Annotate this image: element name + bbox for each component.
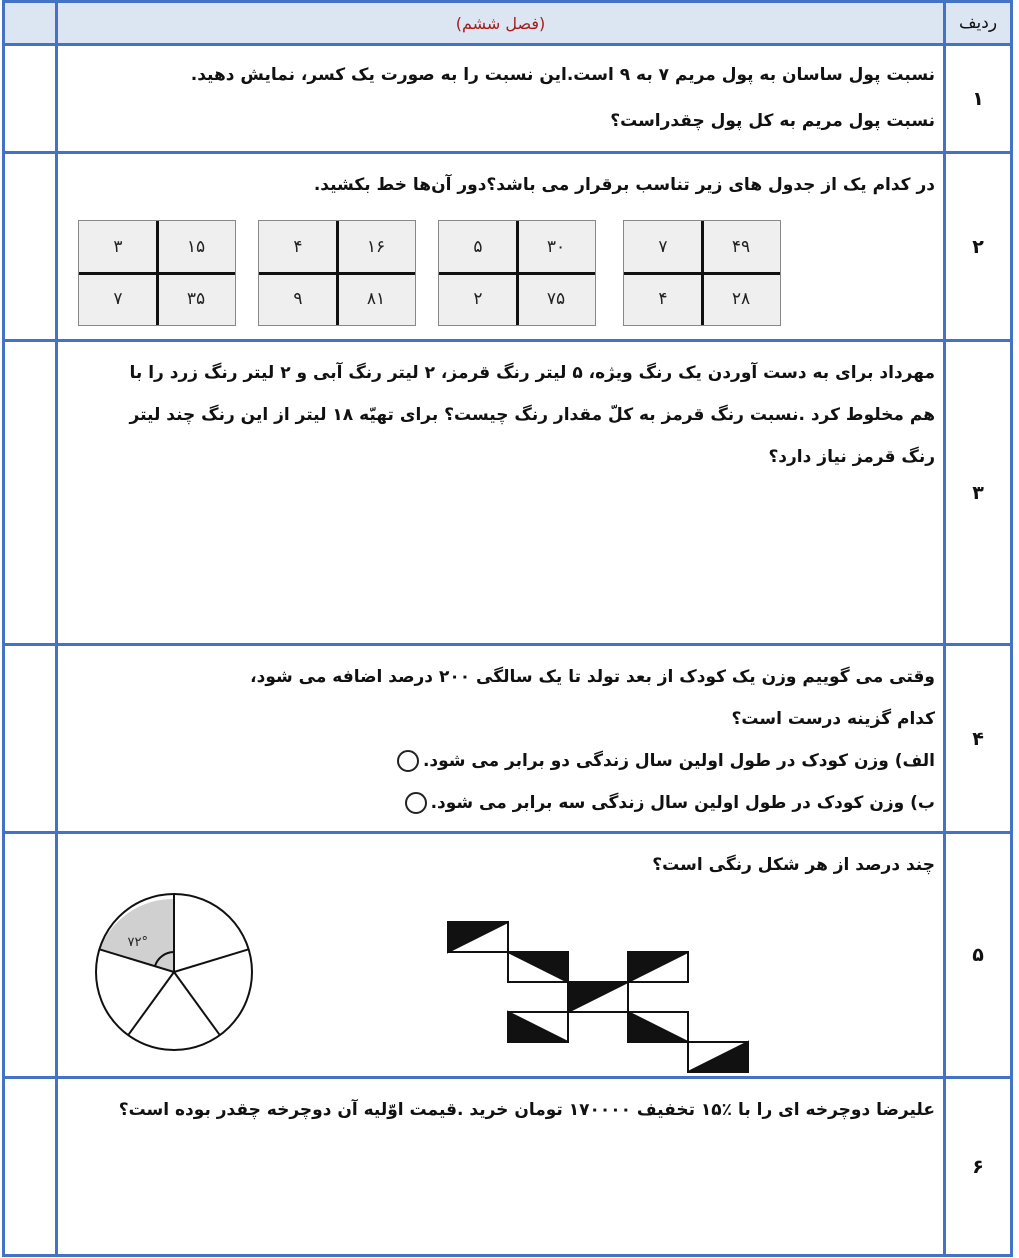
question-text: در کدام یک از جدول های زیر تناسب برقرار می باشد؟دور آن‌ها خط بکشید.	[313, 175, 935, 195]
figures	[58, 886, 943, 1076]
table-cell: ۳	[113, 237, 123, 257]
table-cell: ۳۵	[186, 289, 206, 309]
proportion-tables	[58, 206, 943, 326]
question-row-1	[4, 45, 1012, 153]
question-text: چند درصد از هر شکل رنگی است؟	[652, 855, 935, 875]
shapes-figure	[58, 886, 938, 1076]
question-text: کدام گزینه درست است؟	[731, 709, 935, 729]
option-a-circle[interactable]	[397, 750, 419, 772]
header-row	[4, 2, 1012, 45]
table-cell: ۸۱	[366, 289, 386, 309]
question-text: نسبت پول مریم به کل پول چقدراست؟	[610, 111, 935, 131]
proportion-table[interactable]	[438, 220, 596, 326]
proportion-table[interactable]	[258, 220, 416, 326]
question-row-3	[4, 341, 1012, 645]
score-cell	[4, 645, 57, 833]
option-b-text: ب) وزن کودک در طول اولین سال زندگی سه برابر می شود.	[430, 793, 935, 813]
exam-table	[2, 0, 1013, 1257]
table-cell: ۱۶	[366, 237, 386, 257]
score-cell	[4, 45, 57, 153]
table-cell: ۱۵	[186, 237, 206, 257]
table-cell: ۳۰	[546, 237, 566, 257]
question-number: ۱	[945, 45, 1012, 153]
chapter-title: (فصل ششم)	[57, 2, 945, 45]
table-cell: ۴	[293, 237, 303, 257]
question-text: وقتی می گوییم وزن یک کودک از بعد تولد تا یک سالگی ۲۰۰ درصد اضافه می شود،	[250, 667, 935, 687]
proportion-table[interactable]	[78, 220, 236, 326]
option-b-circle[interactable]	[405, 792, 427, 814]
table-cell: ۲	[473, 289, 483, 309]
question-text: مهرداد برای به دست آوردن یک رنگ ویژه، ۵ لیتر رنگ قرمز، ۲ لیتر رنگ آبی و ۲ لیتر رنگ زرد را با	[129, 363, 935, 383]
table-cell: ۷	[113, 289, 123, 309]
table-cell: ۷	[658, 237, 668, 257]
score-cell	[4, 1078, 57, 1256]
question-text: رنگ قرمز نیاز دارد؟	[768, 447, 935, 467]
table-cell: ۵	[473, 237, 483, 257]
row-label-header: ردیف	[945, 2, 1012, 45]
angle-label: ۷۲°	[127, 935, 148, 950]
question-text: هم مخلوط کرد .نسبت رنگ قرمز به کلّ مقدار رنگ چیست؟ برای تهیّه ۱۸ لیتر از این رنگ چند لیتر	[129, 405, 935, 425]
table-cell: ۲۸	[731, 289, 751, 309]
question-number: ۲	[945, 153, 1012, 341]
question-text: علیرضا دوچرخه ای را با ٪۱۵ تخفیف ۱۷۰۰۰۰ تومان خرید .قیمت اوّلیه آن دوچرخه چقدر بوده است؟	[118, 1100, 935, 1120]
option-a-text: الف) وزن کودک در طول اولین سال زندگی دو برابر می شود.	[422, 751, 935, 771]
question-text: نسبت پول ساسان به پول مریم ۷ به ۹ است.این نسبت را به صورت یک کسر، نمایش دهید.	[190, 65, 935, 85]
table-cell: ۹	[293, 289, 303, 309]
question-number: ۴	[945, 645, 1012, 833]
table-cell: ۴	[658, 289, 668, 309]
score-cell	[4, 153, 57, 341]
question-row-2	[4, 153, 1012, 341]
score-cell	[4, 341, 57, 645]
question-row-5	[4, 833, 1012, 1078]
question-number: ۵	[945, 833, 1012, 1078]
question-row-6	[4, 1078, 1012, 1256]
question-number: ۳	[945, 341, 1012, 645]
question-number: ۶	[945, 1078, 1012, 1256]
score-cell	[4, 833, 57, 1078]
score-header	[4, 2, 57, 45]
option-b	[68, 782, 935, 824]
question-row-4	[4, 645, 1012, 833]
option-a	[68, 740, 935, 782]
table-cell: ۷۵	[546, 289, 566, 309]
circle-figure	[96, 894, 252, 1050]
table-cell: ۴۹	[731, 237, 751, 257]
triangle-shape	[448, 922, 748, 1072]
proportion-table[interactable]	[623, 220, 781, 326]
